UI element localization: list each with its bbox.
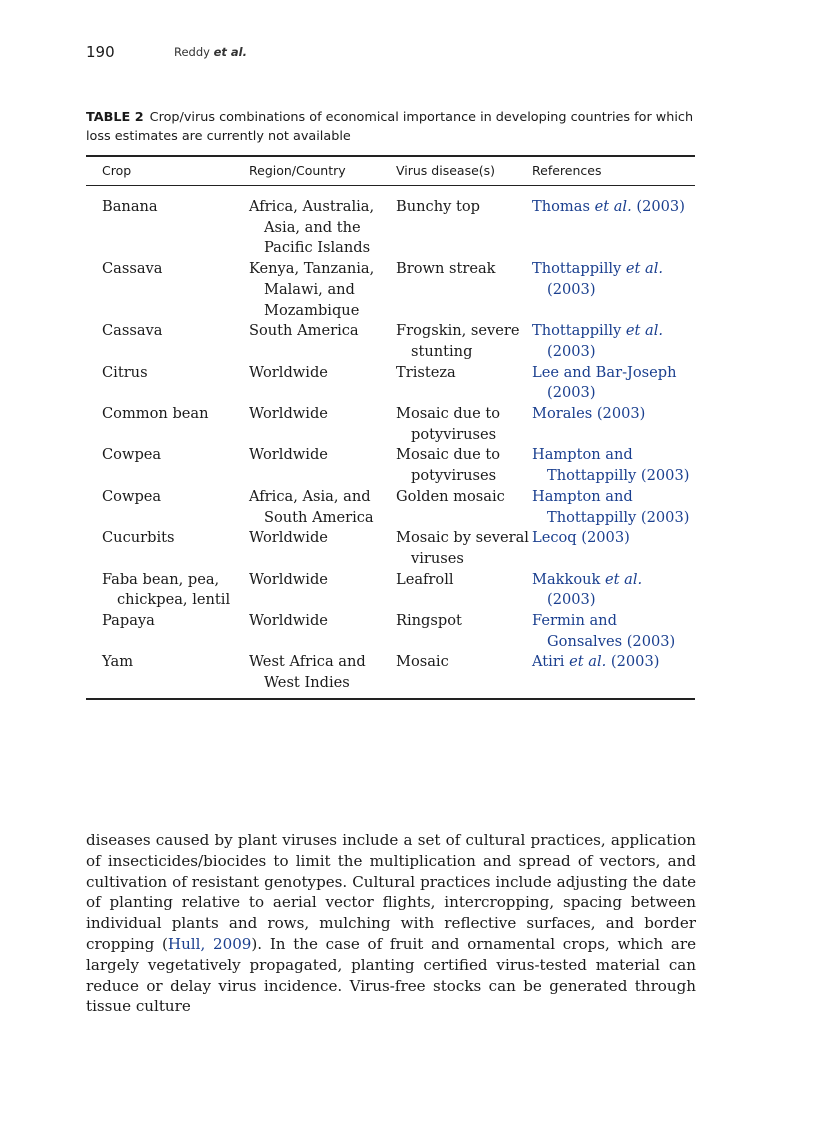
- cell-virus: Ringspot: [396, 612, 462, 630]
- cell-virus: Bunchy top: [396, 198, 480, 215]
- cell-region: Africa, Australia, Asia, and the Pacific Islands: [249, 198, 375, 257]
- reference-year[interactable]: (2003): [547, 591, 596, 609]
- cell-virus: Mosaic due to potyviruses: [396, 405, 501, 443]
- table-row: [86, 487, 695, 528]
- reference-etal[interactable]: et al.: [605, 570, 643, 588]
- cell-region: West Africa and West Indies: [249, 653, 366, 692]
- running-author: Reddy: [174, 45, 210, 59]
- table-row: [86, 404, 695, 445]
- cell-region: Worldwide: [249, 405, 328, 423]
- cell-virus: Golden mosaic: [396, 487, 505, 505]
- reference-text[interactable]: Thomas: [532, 198, 595, 215]
- cell-region: Worldwide: [249, 446, 328, 464]
- cell-reference[interactable]: [532, 404, 695, 425]
- cell-reference[interactable]: [532, 570, 695, 611]
- running-etal: et al.: [213, 45, 247, 59]
- cell-crop: Cowpea: [102, 446, 162, 464]
- cell-crop: Cassava: [102, 260, 163, 278]
- page-header: [86, 42, 716, 61]
- cell-crop: Common bean: [102, 405, 209, 423]
- body-paragraph: [86, 830, 696, 1017]
- column-header-virus: Virus disease(s): [396, 163, 496, 178]
- cell-region: Worldwide: [249, 363, 328, 381]
- body-text-before: diseases caused by plant viruses include a set of cultural practices, application of insecticides/biocides to limit the multiplication and spread of vectors, and cultivation of resistant genotypes. Cultural practices include adjusting the date of planting relative to aerial vector flights, intercropping, spacing between individual plants and rows, mulching with reflective surfaces, and border cropping (: [86, 831, 696, 953]
- column-header-region: Region/Country: [249, 163, 346, 178]
- reference-text[interactable]: Atiri: [532, 653, 570, 671]
- cell-virus: Frogskin, severe stunting: [396, 322, 520, 360]
- table-row: [86, 197, 695, 259]
- reference-text[interactable]: Thottappilly: [532, 260, 626, 278]
- table-row: [86, 445, 695, 486]
- table-row: [86, 652, 695, 693]
- cell-crop: Cassava: [102, 322, 163, 340]
- table-body: [86, 197, 695, 694]
- cell-crop: Papaya: [102, 612, 155, 630]
- cell-region: Africa, Asia, and South America: [249, 487, 374, 526]
- table-row: [86, 363, 695, 404]
- reference-year[interactable]: (2003): [631, 198, 685, 215]
- reference-text[interactable]: Fermin and Gonsalves (2003): [532, 612, 676, 650]
- table-row: [86, 611, 695, 652]
- table-caption-text: Crop/virus combinations of economical importance in developing countries for which loss estimates are currently not available: [86, 110, 694, 144]
- reference-etal[interactable]: et al.: [625, 322, 664, 340]
- reference-text[interactable]: Morales (2003): [532, 405, 646, 423]
- table-row: [86, 528, 695, 569]
- cell-virus: Brown streak: [396, 260, 496, 278]
- cell-region: Worldwide: [249, 529, 328, 547]
- cell-reference[interactable]: [532, 611, 695, 652]
- reference-year[interactable]: (2003): [547, 342, 596, 360]
- cell-crop: Cucurbits: [102, 529, 175, 547]
- cell-virus: Mosaic: [396, 653, 449, 671]
- reference-text[interactable]: Lecoq (2003): [532, 529, 630, 547]
- reference-text[interactable]: Hampton and Thottappilly (2003): [532, 487, 690, 526]
- table-top-rule: [86, 155, 695, 157]
- running-head: [174, 45, 247, 59]
- cell-crop: Banana: [102, 198, 158, 215]
- reference-etal[interactable]: et al.: [594, 198, 632, 215]
- table-caption: [86, 108, 698, 146]
- reference-text[interactable]: Thottappilly: [532, 322, 626, 340]
- reference-year[interactable]: (2003): [547, 280, 596, 298]
- cell-region: Kenya, Tanzania, Malawi, and Mozambique: [249, 260, 375, 319]
- reference-text[interactable]: Hampton and Thottappilly (2003): [532, 446, 690, 485]
- table-row: [86, 321, 695, 362]
- reference-year[interactable]: (2003): [606, 653, 660, 671]
- cell-reference[interactable]: [532, 321, 695, 362]
- data-table: [86, 155, 695, 700]
- table-bottom-rule: [86, 698, 695, 700]
- cell-crop: Cowpea: [102, 487, 162, 505]
- column-header-crop: Crop: [102, 163, 132, 178]
- cell-region: Worldwide: [249, 612, 328, 630]
- cell-region: Worldwide: [249, 570, 328, 588]
- cell-crop: Yam: [102, 653, 134, 671]
- page-number: 190: [86, 43, 115, 61]
- cell-reference[interactable]: [532, 445, 695, 486]
- cell-reference[interactable]: [532, 259, 695, 300]
- cell-reference[interactable]: [532, 652, 695, 673]
- table-header-rule: [86, 185, 695, 186]
- column-header-references: References: [532, 163, 602, 178]
- table-row: [86, 259, 695, 321]
- cell-reference[interactable]: [532, 197, 695, 218]
- reference-text[interactable]: Makkouk: [532, 570, 605, 588]
- reference-text[interactable]: Lee and Bar-Joseph (2003): [532, 363, 677, 402]
- table-row: [86, 570, 695, 611]
- reference-etal[interactable]: et al.: [569, 653, 607, 671]
- cell-virus: Mosaic due to potyviruses: [396, 446, 501, 485]
- cell-virus: Mosaic by several viruses: [396, 529, 529, 567]
- citation-link[interactable]: Hull, 2009: [167, 934, 252, 953]
- cell-crop: Faba bean, pea, chickpea, lentil: [102, 570, 231, 609]
- reference-etal[interactable]: et al.: [625, 260, 664, 278]
- cell-virus: Leafroll: [396, 570, 454, 588]
- cell-reference[interactable]: [532, 363, 695, 404]
- cell-region: South America: [249, 322, 359, 340]
- cell-reference[interactable]: [532, 487, 695, 528]
- cell-crop: Citrus: [102, 363, 148, 381]
- cell-virus: Tristeza: [396, 363, 456, 381]
- cell-reference[interactable]: [532, 528, 695, 549]
- table-label: TABLE 2: [86, 110, 144, 125]
- body-text-after: ). In the case of fruit and ornamental crops, which are largely vegetatively propagated, planting certified virus-tested material can reduce or delay virus incidence. Virus-free stocks can be generated through tissue culture: [86, 934, 697, 1016]
